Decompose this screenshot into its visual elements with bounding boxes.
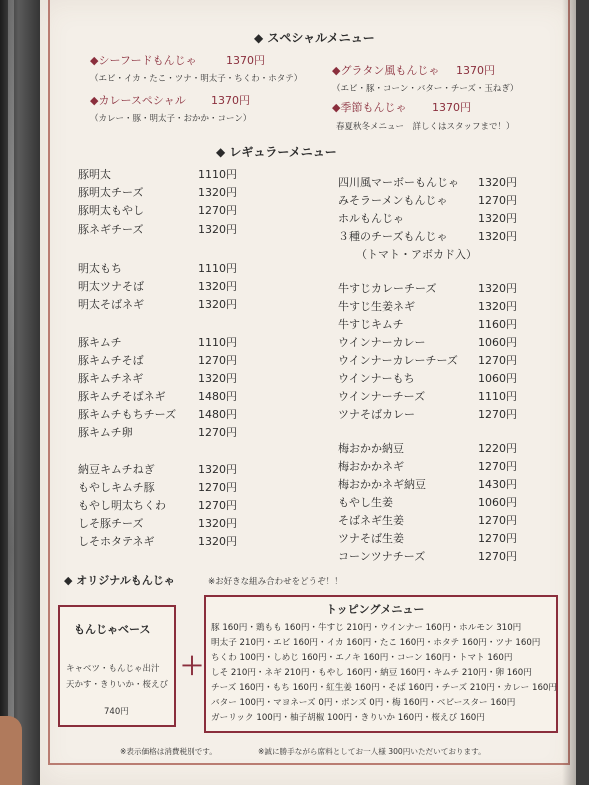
charge-note: ※誠に勝手ながら席料としてお一人様 300円いただいております。 bbox=[258, 747, 486, 756]
menu-item-name: 四川風マーボーもんじゃ bbox=[338, 176, 459, 189]
base-price: 740円 bbox=[104, 707, 129, 717]
menu-item-name: 梅おかか納豆 bbox=[338, 442, 404, 455]
special-item-desc: （エビ・イカ・たこ・ツナ・明太子・ちくわ・ホタテ） bbox=[90, 74, 303, 84]
tax-note: ※表示価格は消費税別です。 bbox=[120, 747, 217, 756]
special-item-desc: 春夏秋冬メニュー 詳しくはスタッフまで！） bbox=[336, 122, 515, 132]
menu-item-price: 1320円 bbox=[198, 372, 237, 385]
menu-item-price: 1060円 bbox=[478, 336, 517, 349]
menu-item-price: 1270円 bbox=[198, 354, 237, 367]
original-heading: ◆ オリジナルもんじゃ bbox=[64, 574, 175, 587]
binder-ring bbox=[8, 0, 14, 785]
menu-item-name: 牛すじ生姜ネギ bbox=[338, 300, 415, 313]
topping-line: チーズ 160円・もち 160円・紅生姜 160円・そば 160円・チーズ 210円・カレー 160円 bbox=[211, 683, 557, 693]
menu-item-name: 豚ネギチーズ bbox=[78, 223, 144, 236]
topping-line: ちくわ 100円・しめじ 160円・エノキ 160円・コーン 160円・トマト 160円 bbox=[211, 653, 513, 663]
menu-item-price: 1270円 bbox=[198, 426, 237, 439]
menu-item-name: 明太そばネギ bbox=[78, 298, 144, 311]
base-box bbox=[58, 605, 176, 727]
special-item-name: ◆季節もんじゃ bbox=[332, 101, 407, 114]
menu-item-name: しそ豚チーズ bbox=[78, 517, 144, 530]
special-item-price: 1370円 bbox=[456, 64, 495, 77]
topping-box bbox=[204, 595, 558, 733]
menu-item-name: もやしキムチ豚 bbox=[78, 481, 155, 494]
menu-item-price: 1110円 bbox=[198, 336, 237, 349]
special-item-price: 1370円 bbox=[432, 101, 471, 114]
menu-item-name: 明太ツナそば bbox=[78, 280, 144, 293]
menu-item-name: 牛すじキムチ bbox=[338, 318, 404, 331]
menu-item-name: もやし明太ちくわ bbox=[78, 499, 166, 512]
menu-item-name: しそホタテネギ bbox=[78, 535, 155, 548]
menu-item-name: 豚キムチもちチーズ bbox=[78, 408, 177, 421]
base-line-1: キャベツ・もんじゃ出汁 bbox=[66, 664, 160, 674]
menu-item-price: 1320円 bbox=[198, 186, 237, 199]
menu-item-name: そばネギ生姜 bbox=[338, 514, 404, 527]
menu-item-price: 1270円 bbox=[478, 408, 517, 421]
menu-item-name: 豚キムチ bbox=[78, 336, 122, 349]
menu-item-name: 豚キムチそばネギ bbox=[78, 390, 166, 403]
menu-item-price: 1320円 bbox=[198, 517, 237, 530]
plus-sign: ＋ bbox=[180, 652, 204, 680]
menu-item-price: 1320円 bbox=[478, 230, 517, 243]
topping-line: ガーリック 100円・柚子胡椒 100円・きりいか 160円・桜えび 160円 bbox=[211, 713, 485, 723]
menu-item-price: 1110円 bbox=[198, 262, 237, 275]
menu-item-price: 1270円 bbox=[478, 460, 517, 473]
special-item-price: 1370円 bbox=[226, 54, 265, 67]
menu-item-price: 1480円 bbox=[198, 390, 237, 403]
menu-item-price: 1110円 bbox=[478, 390, 517, 403]
original-note: ※お好きな組み合わせをどうぞ！！ bbox=[208, 577, 343, 587]
menu-item-price: 1060円 bbox=[478, 496, 517, 509]
menu-item-name: 豚明太もやし bbox=[78, 204, 144, 217]
topping-title: トッピングメニュー bbox=[326, 603, 425, 616]
menu-item-name: もやし生姜 bbox=[338, 496, 393, 509]
menu-item-price: 1320円 bbox=[198, 280, 237, 293]
menu-item-price: 1320円 bbox=[198, 223, 237, 236]
menu-item-price: 1270円 bbox=[478, 532, 517, 545]
menu-item-price: 1320円 bbox=[198, 463, 237, 476]
menu-item-price: 1320円 bbox=[478, 212, 517, 225]
menu-item-price: 1270円 bbox=[478, 550, 517, 563]
menu-item-name: コーンツナチーズ bbox=[338, 550, 426, 563]
special-item-name: ◆カレースペシャル bbox=[90, 94, 186, 107]
page-shadow bbox=[562, 0, 576, 785]
menu-item-price: 1320円 bbox=[198, 535, 237, 548]
menu-item-price: 1270円 bbox=[478, 354, 517, 367]
menu-item-price: 1220円 bbox=[478, 442, 517, 455]
menu-item-name: ウインナーカレーチーズ bbox=[338, 354, 458, 367]
menu-item-price: 1110円 bbox=[198, 168, 237, 181]
menu-item-price: 1320円 bbox=[198, 298, 237, 311]
menu-item-name: 豚キムチそば bbox=[78, 354, 144, 367]
menu-item-price: 1320円 bbox=[478, 300, 517, 313]
menu-item-name: 豚明太チーズ bbox=[78, 186, 144, 199]
base-title: もんじゃベース bbox=[74, 623, 151, 636]
menu-item-name: 牛すじカレーチーズ bbox=[338, 282, 437, 295]
topping-line: 豚 160円・鶏もも 160円・牛すじ 210円・ウインナー 160円・ホルモン 310円 bbox=[211, 623, 522, 633]
menu-item-name: ウインナーチーズ bbox=[338, 390, 426, 403]
thumb bbox=[0, 716, 22, 785]
menu-item-price: 1480円 bbox=[198, 408, 237, 421]
menu-item-name: ウインナーもち bbox=[338, 372, 415, 385]
menu-item-name: 豚キムチネギ bbox=[78, 372, 144, 385]
menu-item-name: 梅おかかネギ納豆 bbox=[338, 478, 426, 491]
special-item-price: 1370円 bbox=[211, 94, 250, 107]
menu-item-name: ウインナーカレー bbox=[338, 336, 426, 349]
menu-item-price: 1270円 bbox=[198, 204, 237, 217]
menu-item-name: ホルもんじゃ bbox=[338, 212, 404, 225]
menu-item-price: 1320円 bbox=[478, 176, 517, 189]
menu-item-name: ３種のチーズもんじゃ bbox=[338, 230, 448, 243]
menu-item-price: 1270円 bbox=[478, 514, 517, 527]
special-item-desc: （カレー・豚・明太子・おかか・コーン） bbox=[90, 114, 252, 124]
regular-heading: ◆ レギュラーメニュー bbox=[216, 145, 337, 159]
menu-item-name: ツナそばカレー bbox=[338, 408, 415, 421]
menu-sheet bbox=[40, 0, 576, 785]
topping-line: バター 100円・マヨネーズ 0円・ポンズ 0円・梅 160円・ベビースター 160円 bbox=[211, 698, 516, 708]
menu-item-price: 1160円 bbox=[478, 318, 517, 331]
menu-item-name: 明太もち bbox=[78, 262, 122, 275]
menu-item-name: 納豆キムチねぎ bbox=[78, 463, 155, 476]
menu-item-name: ツナそば生姜 bbox=[338, 532, 404, 545]
menu-item-price: 1320円 bbox=[478, 282, 517, 295]
special-item-name: ◆シーフードもんじゃ bbox=[90, 54, 197, 67]
base-line-2: 天かす・きりいか・桜えび bbox=[66, 680, 169, 690]
topping-line: 明太子 210円・エビ 160円・イカ 160円・たこ 160円・ホタテ 160円・ツナ 160円 bbox=[211, 638, 541, 648]
menu-item-name: みそラーメンもんじゃ bbox=[338, 194, 448, 207]
special-heading: ◆ スペシャルメニュー bbox=[254, 31, 375, 45]
menu-item-price: 1430円 bbox=[478, 478, 517, 491]
topping-line: しそ 210円・ネギ 210円・もやし 160円・納豆 160円・キムチ 210円・卵 160円 bbox=[211, 668, 532, 678]
menu-item-name: 豚キムチ卵 bbox=[78, 426, 133, 439]
menu-item-price: 1270円 bbox=[478, 194, 517, 207]
menu-item-price: 1270円 bbox=[198, 499, 237, 512]
special-item-name: ◆グラタン風もんじゃ bbox=[332, 64, 440, 77]
menu-item-price: 1060円 bbox=[478, 372, 517, 385]
menu-item-price: 1270円 bbox=[198, 481, 237, 494]
menu-item-note: （トマト・アボカド入） bbox=[356, 248, 477, 261]
menu-item-name: 豚明太 bbox=[78, 168, 111, 181]
menu-item-name: 梅おかかネギ bbox=[338, 460, 404, 473]
special-item-desc: （エビ・豚・コーン・バター・チーズ・玉ねぎ） bbox=[332, 84, 519, 94]
